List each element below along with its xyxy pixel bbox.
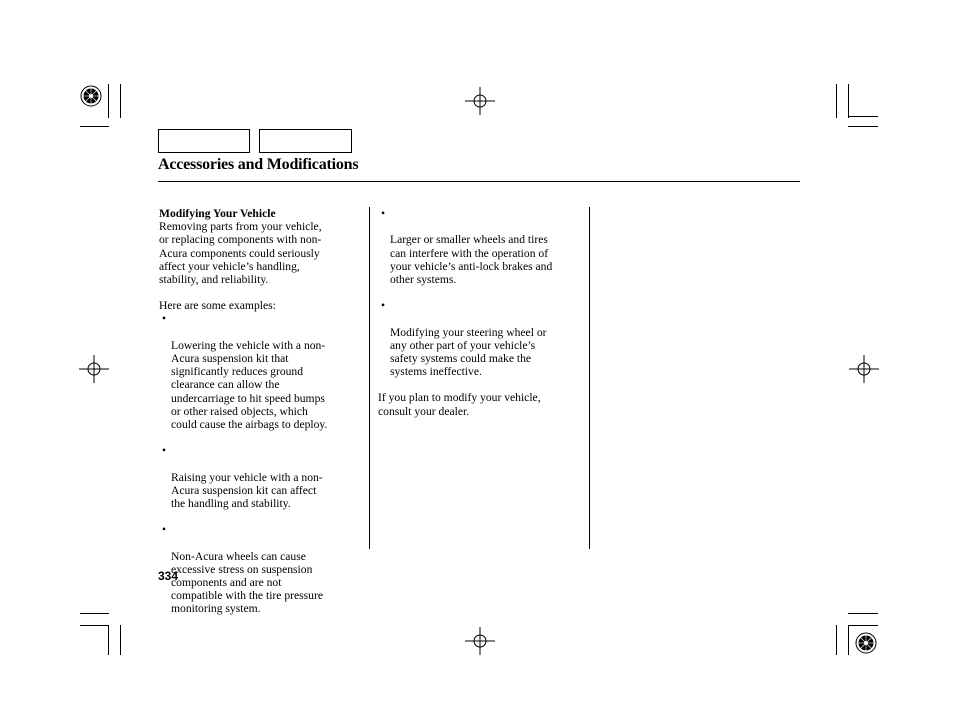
column-left <box>159 207 364 616</box>
nav-tab-right[interactable] <box>259 129 352 153</box>
registration-target-icon <box>855 632 877 654</box>
list-item <box>159 444 364 510</box>
bullet-icon: • <box>162 523 167 537</box>
bullet-icon: • <box>381 299 386 313</box>
list-item <box>159 523 364 615</box>
bullet-icon: • <box>162 312 167 326</box>
list-item-text: Larger or smaller wheels and tires can interfere with the operation of your vehicle’s anti-lock brakes and other systems. <box>390 233 553 287</box>
column-divider <box>589 207 590 549</box>
intro-paragraph: Removing parts from your vehicle, or replacing components with non- Acura components could seriously affect your vehicle’s handling, stability, and reliability. <box>159 220 322 287</box>
list-item <box>378 299 583 378</box>
list-item-text: Lowering the vehicle with a non- Acura suspension kit that significantly reduces ground clearance can allow the undercarriage to hit speed bumps or other raised objects, which could cause the airbags to deploy. <box>171 338 328 432</box>
closing-paragraph: If you plan to modify your vehicle, consult your dealer. <box>378 391 541 418</box>
list-item <box>159 312 364 431</box>
examples-label: Here are some examples: <box>159 299 276 313</box>
list-item-text: Modifying your steering wheel or any other part of your vehicle’s safety systems could make the systems ineffective. <box>390 325 547 379</box>
crosshair-mark-icon <box>465 87 495 115</box>
list-item-text: Non-Acura wheels can cause excessive stress on suspension components and are not compatible with the tire pressure monitoring system. <box>171 549 323 616</box>
registration-target-icon <box>80 85 102 107</box>
crosshair-mark-icon <box>849 355 879 383</box>
list-item <box>378 207 583 286</box>
section-title: Accessories and Modifications <box>158 156 359 173</box>
crosshair-mark-icon <box>79 355 109 383</box>
bullet-icon: • <box>162 444 167 458</box>
heading-rule <box>158 181 800 182</box>
column-middle <box>378 207 583 418</box>
nav-tab-left[interactable] <box>158 129 250 153</box>
page-number: 334 <box>158 569 179 583</box>
column-divider <box>369 207 370 549</box>
crosshair-mark-icon <box>465 627 495 655</box>
subsection-heading: Modifying Your Vehicle <box>159 207 276 220</box>
bullet-icon: • <box>381 207 386 220</box>
list-item-text: Raising your vehicle with a non- Acura suspension kit can affect the handling and stability. <box>171 470 323 511</box>
